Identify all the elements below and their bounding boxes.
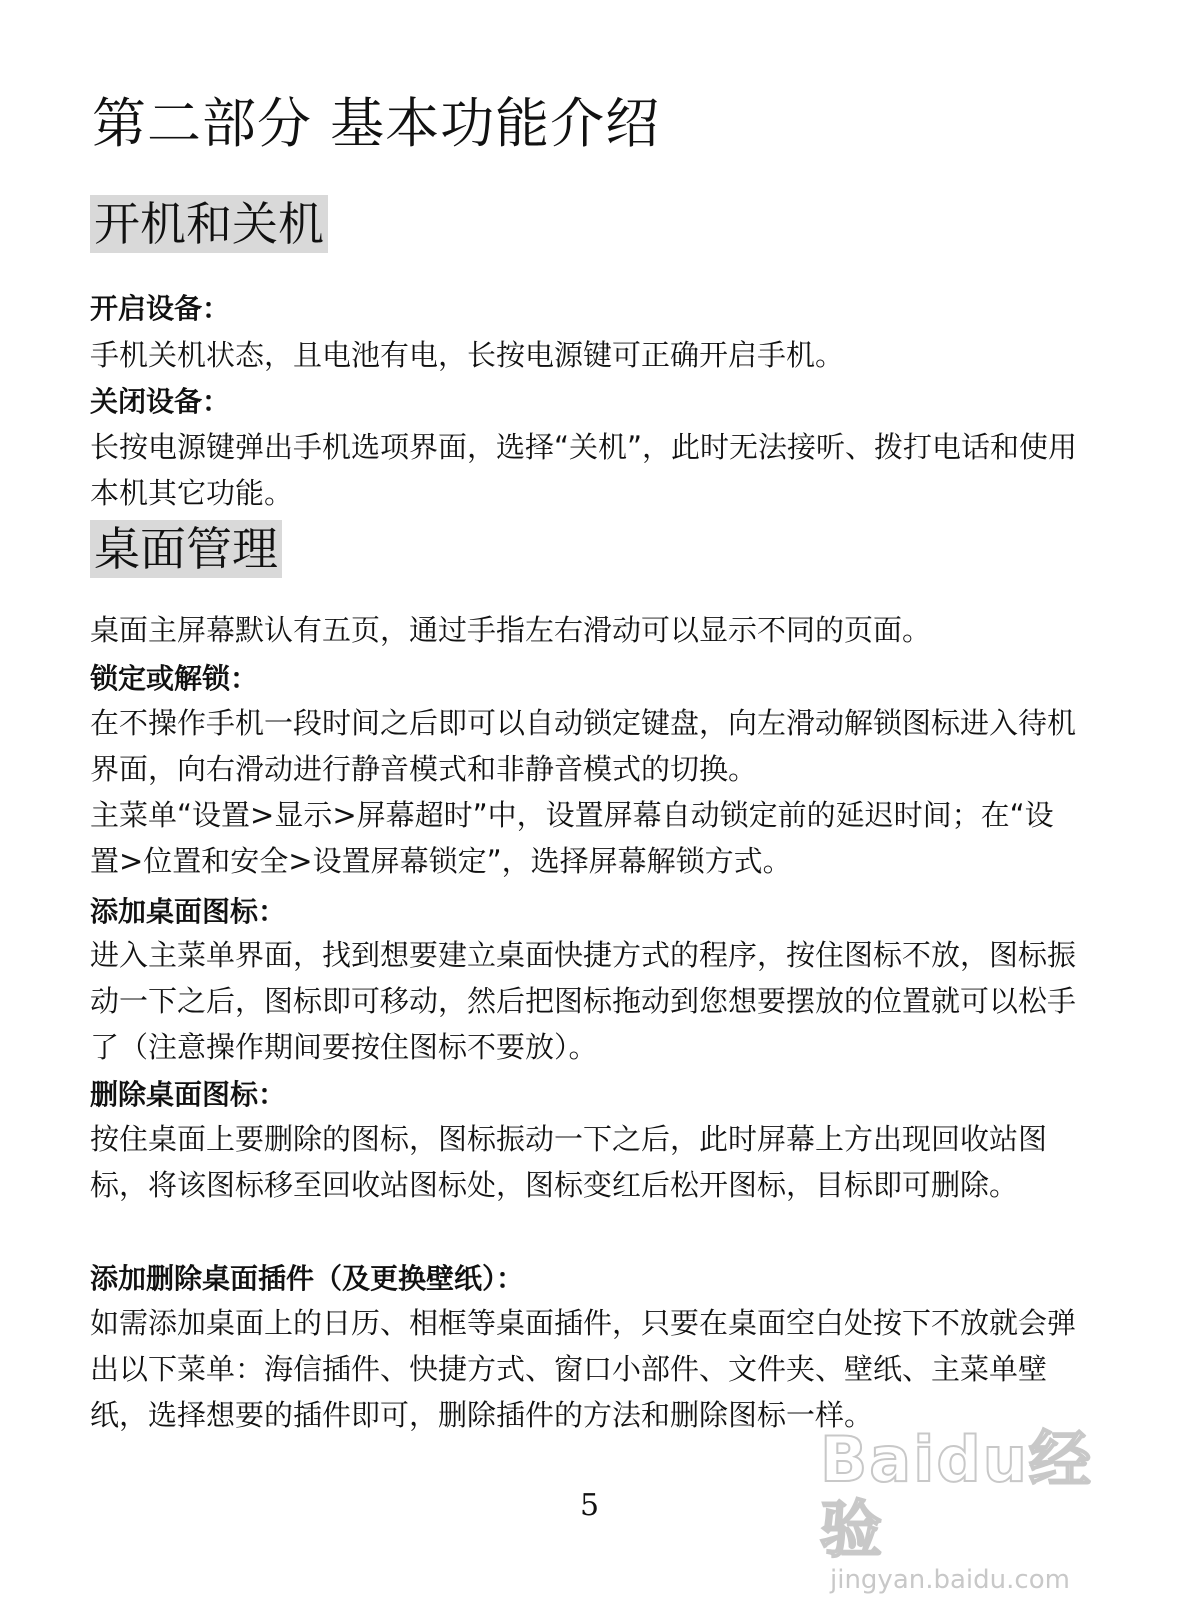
page-title: 第二部分 基本功能介绍 [92, 92, 661, 155]
subheading-power-off: 关闭设备： [90, 385, 231, 418]
paragraph-lock: 在不操作手机一段时间之后即可以自动锁定键盘，向左滑动解锁图标进入待机界面，向右滑动进行静音模式和非静音模式的切换。 [90, 706, 1077, 786]
subheading-power-on: 开启设备： [90, 292, 231, 325]
page-number: 5 [579, 1488, 600, 1523]
subheading-add-icon: 添加桌面图标： [90, 895, 287, 928]
paragraph-lock-settings: 主菜单“设置>显示>屏幕超时”中，设置屏幕自动锁定前的延迟时间；在“设置>位置和安全>设置屏幕锁定”，选择屏幕解锁方式。 [90, 798, 1054, 878]
subheading-widgets: 添加删除桌面插件（及更换壁纸）： [90, 1262, 525, 1295]
paragraph-delete-icon: 按住桌面上要删除的图标，图标振动一下之后，此时屏幕上方出现回收站图标，将该图标移至回收站图标处，图标变红后松开图标，目标即可删除。 [90, 1122, 1048, 1202]
subheading-lock: 锁定或解锁： [90, 662, 259, 695]
baidu-watermark [820, 1423, 1120, 1595]
watermark-url: jingyan.baidu.com [830, 1565, 1070, 1595]
paragraph-add-icon: 进入主菜单界面，找到想要建立桌面快捷方式的程序，按住图标不放，图标振动一下之后，图标即可移动，然后把图标拖动到您想要摆放的位置就可以松手了（注意操作期间要按住图标不要放）。 [90, 938, 1077, 1064]
paragraph-power-off: 长按电源键弹出手机选项界面，选择“关机”，此时无法接听、拨打电话和使用本机其它功能。 [90, 430, 1078, 510]
watermark-logo: Baidu经验 [820, 1423, 1093, 1566]
subheading-delete-icon: 删除桌面图标： [90, 1078, 287, 1111]
section-title-desktop: 桌面管理 [90, 520, 282, 578]
paragraph-power-on: 手机关机状态，且电池有电，长按电源键可正确开启手机。 [90, 338, 845, 372]
paragraph-desktop-intro: 桌面主屏幕默认有五页，通过手指左右滑动可以显示不同的页面。 [90, 613, 932, 647]
paragraph-widgets: 如需添加桌面上的日历、相框等桌面插件，只要在桌面空白处按下不放就会弹出以下菜单：海信插件、快捷方式、窗口小部件、文件夹、壁纸、主菜单壁纸，选择想要的插件即可，删除插件的方法和删除图标一样。 [90, 1306, 1077, 1432]
section-title-power: 开机和关机 [90, 195, 328, 253]
